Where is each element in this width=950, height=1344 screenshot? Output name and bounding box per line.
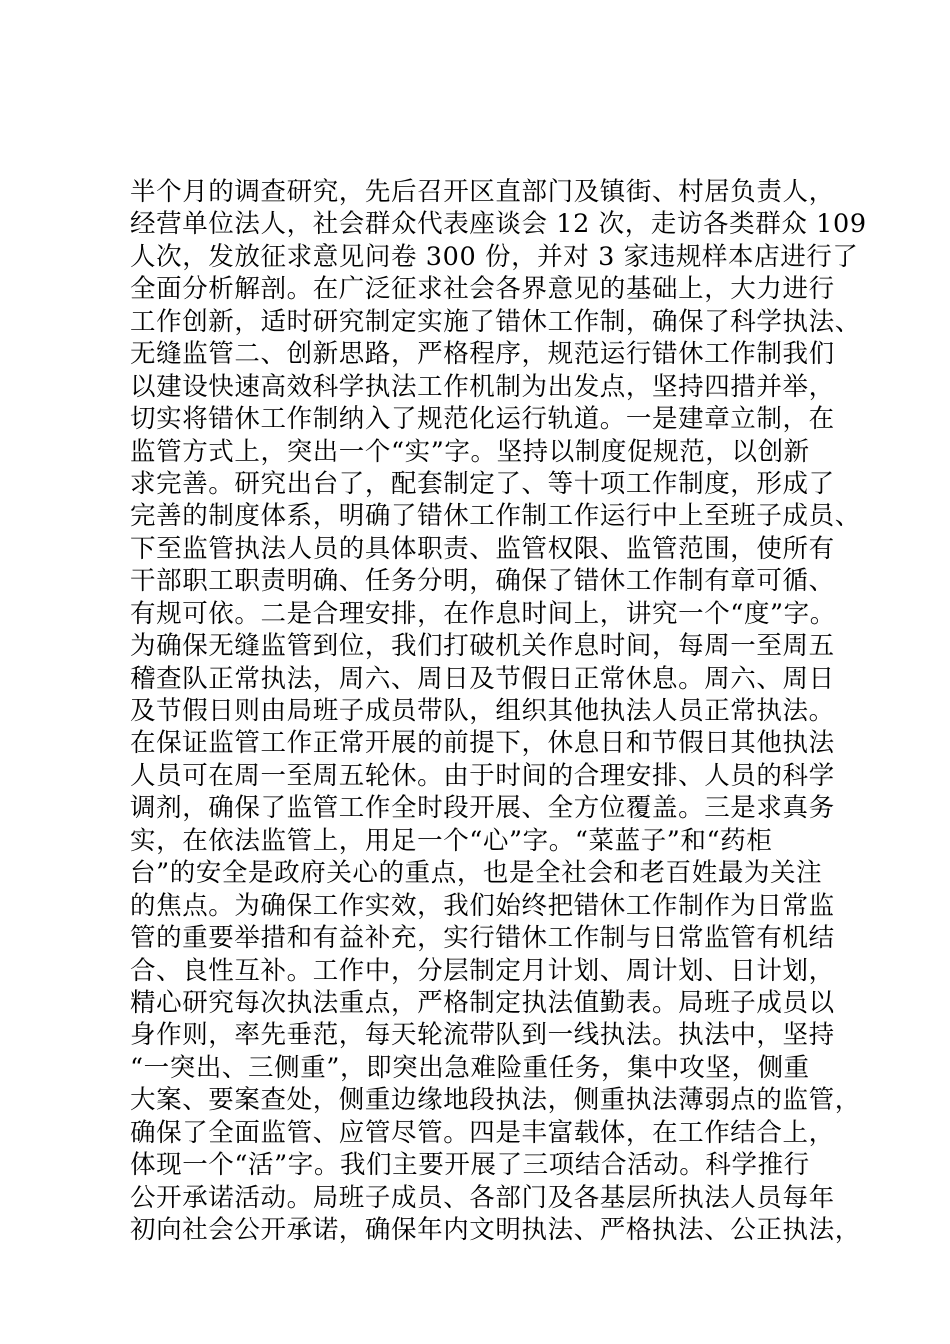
text-line: 合、良性互补。工作中，分层制定月计划、周计划、日计划， [130, 955, 835, 986]
text-line: “一突出、三侧重”，即突出急难险重任务，集中攻坚，侧重 [130, 1052, 810, 1083]
text-line: 干部职工职责明确、任务分明，确保了错休工作制有章可循、 [130, 566, 835, 597]
text-line: 管的重要举措和有益补充，实行错休工作制与日常监管有机结 [130, 923, 835, 954]
text-line: 台”的安全是政府关心的重点，也是全社会和老百姓最为关注 [130, 858, 823, 889]
text-line: 稽查队正常执法，周六、周日及节假日正常休息。周六、周日 [130, 663, 835, 694]
text-line: 无缝监管二、创新思路，严格程序，规范运行错休工作制我们 [130, 339, 835, 370]
text-line: 工作创新，适时研究制定实施了错休工作制，确保了科学执法、 [130, 306, 861, 337]
text-line: 人次，发放征求意见问卷 300 份，并对 3 家违规样本店进行了 [130, 241, 859, 272]
text-line: 的焦点。为确保工作实效，我们始终把错休工作制作为日常监 [130, 890, 835, 921]
text-line: 下至监管执法人员的具体职责、监管权限、监管范围，使所有 [130, 533, 835, 564]
text-line: 大案、要案查处，侧重边缘地段执法，侧重执法薄弱点的监管， [130, 1085, 861, 1116]
text-line: 公开承诺活动。局班子成员、各部门及各基层所执法人员每年 [130, 1182, 835, 1213]
text-line: 身作则，率先垂范，每天轮流带队到一线执法。执法中，坚持 [130, 1020, 835, 1051]
body-paragraph [130, 176, 867, 1246]
text-line: 有规可依。二是合理安排，在作息时间上，讲究一个“度”字。 [130, 598, 836, 629]
text-line: 切实将错休工作制纳入了规范化运行轨道。一是建章立制，在 [130, 404, 835, 435]
text-line: 求完善。研究出台了，配套制定了、等十项工作制度，形成了 [130, 468, 835, 499]
text-line: 在保证监管工作正常开展的前提下，休息日和节假日其他执法 [130, 728, 835, 759]
text-line: 实，在依法监管上，用足一个“心”字。“菜蓝子”和“药柜 [130, 825, 773, 856]
text-line: 精心研究每次执法重点，严格制定执法值勤表。局班子成员以 [130, 987, 835, 1018]
text-line: 半个月的调查研究，先后召开区直部门及镇街、村居负责人， [130, 177, 835, 207]
text-line: 经营单位法人，社会群众代表座谈会 12 次，走访各类群众 109 [130, 209, 867, 240]
text-line: 全面分析解剖。在广泛征求社会各界意见的基础上，大力进行 [130, 274, 835, 305]
text-line: 完善的制度体系，明确了错休工作制工作运行中上至班子成员、 [130, 501, 861, 532]
text-line: 调剂，确保了监管工作全时段开展、全方位覆盖。三是求真务 [130, 793, 835, 824]
text-line: 为确保无缝监管到位，我们打破机关作息时间，每周一至周五 [130, 631, 835, 662]
text-line: 初向社会公开承诺，确保年内文明执法、严格执法、公正执法， [130, 1215, 861, 1245]
text-line: 确保了全面监管、应管尽管。四是丰富载体，在工作结合上， [130, 1117, 835, 1148]
text-line: 体现一个“活”字。我们主要开展了三项结合活动。科学推行 [130, 1150, 810, 1181]
text-line: 人员可在周一至周五轮休。由于时间的合理安排、人员的科学 [130, 760, 835, 791]
text-line: 及节假日则由局班子成员带队，组织其他执法人员正常执法。 [130, 696, 835, 726]
text-line: 以建设快速高效科学执法工作机制为出发点，坚持四措并举， [130, 371, 835, 402]
text-line: 监管方式上，突出一个“实”字。坚持以制度促规范，以创新 [130, 436, 810, 467]
